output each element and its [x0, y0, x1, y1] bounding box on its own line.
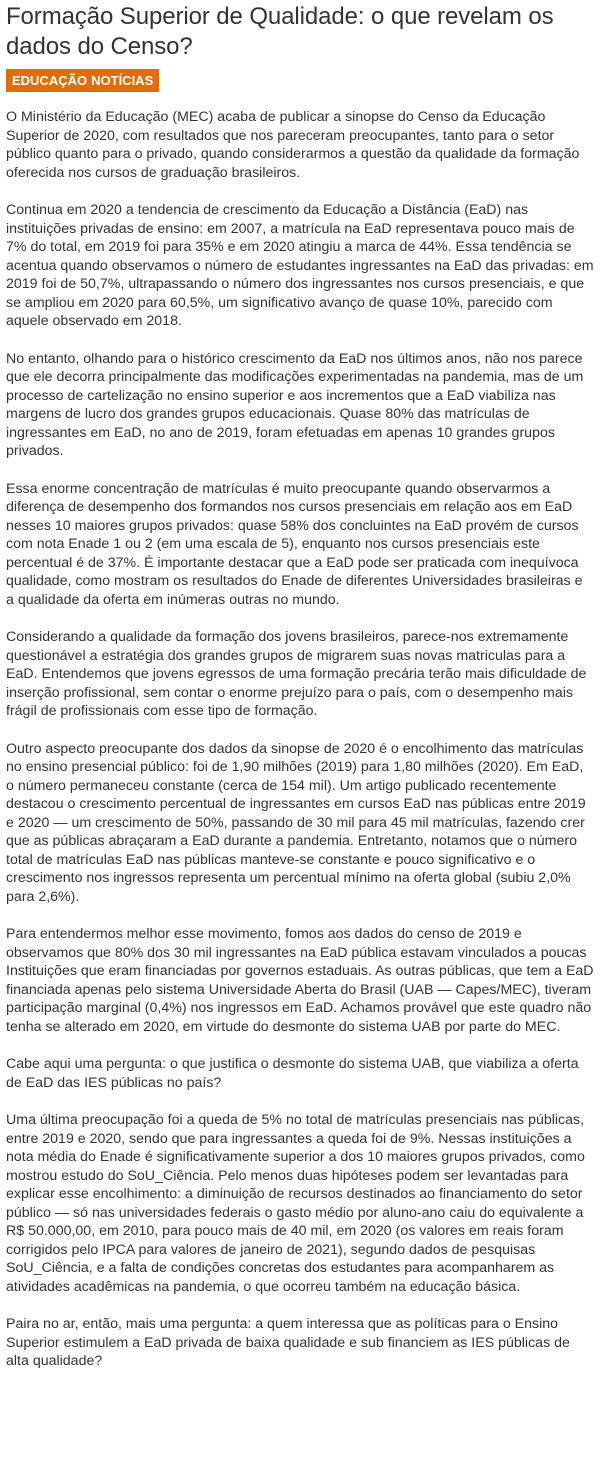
paragraph-10: Paira no ar, então, mais uma pergunta: a quem interessa que as políticas para o Ensino Superior estimulem a EaD privada de baixa qualidade e sub financiem as IES públicas de alta qualidade?	[6, 1316, 570, 1369]
category-tags	[6, 69, 159, 92]
paragraph-7: Para entendermos melhor esse movimento, fomos aos dados do censo de 2019 e observamos que 80% dos 30 mil ingressantes na EaD pública estavam vinculados a poucas Instituições que eram financiadas por governos estaduais. As outras públicas, que tem a EaD financiada apenas pelo sistema Universidade Aberta do Brasil (UAB — Capes/MEC), tiveram participação marginal (0,4%) nos ingressos em EaD. Achamos provável que este quadro não tenha se alterado em 2020, em virtude do desmonte do sistema UAB por parte do MEC.	[6, 926, 594, 1035]
paragraph-6: Outro aspecto preocupante dos dados da sinopse de 2020 é o encolhimento das matrículas no ensino presencial público: foi de 1,90 milhões (2019) para 1,80 milhões (2020). Em EaD, o número permaneceu constante (cerca de 154 mil). Um artigo publicado recentemente destacou o crescimento percentual de ingressantes em cursos EaD nas públicas entre 2019 e 2020 — um crescimento de 50%, passando de 30 mil para 45 mil matrículas, fazendo crer que as públicas abraçaram a EaD durante a pandemia. Entretanto, notamos que o número total de matrículas EaD nas públicas manteve-se constante e pouco significativo e o crescimento nos ingressos representa um percentual mínimo na oferta global (subiu 2,0% para 2,6%).	[6, 740, 586, 905]
article-body	[6, 108, 594, 1371]
paragraph-5: Considerando a qualidade da formação dos jovens brasileiros, parece-nos extremamente questionável a estratégia dos grandes grupos de migrarem suas novas matriculas para a EaD. Entendemos que jovens egressos de uma formação precária terão mais dificuldade de inserção profissional, sem contar o enorme prejuízo para o país, com o desempenho mais frágil de profissionais com esse tipo de formação.	[6, 629, 587, 719]
tag-noticias[interactable]: NOTÍCIAS	[91, 73, 154, 88]
paragraph-9: Uma última preocupação foi a queda de 5% no total de matrículas presenciais nas públicas, entre 2019 e 2020, sendo que para ingressantes a queda foi de 9%. Nessas instituições a nota média do Enade é significativamente superior a dos 10 maiores grupos privados, como mostrou estudo do SoU_Ciência. Pelo menos duas hipóteses podem ser levantadas para explicar esse encolhimento: a diminuição de recursos destinados ao financiamento do setor público — só nas universidades federais o gasto médio por aluno-ano caiu do equivalente a R$ 50.000,00, em 2010, para pouco mais de 40 mil, em 2020 (os valores em reais foram corrigidos pelo IPCA para valores de janeiro de 2021), segundo dados de pesquisas SoU_Ciência, e a falta de condições concretas dos estudantes para acompanharem as atividades acadêmicas na pandemia, o que ocorreu também na educação básica.	[6, 1112, 585, 1295]
article-title: Formação Superior de Qualidade: o que revelam os dados do Censo?	[6, 3, 554, 60]
paragraph-1: O Ministério da Educação (MEC) acaba de publicar a sinopse do Censo da Educação Superior de 2020, com resultados que nos pareceram preocupantes, tanto para o setor público quanto para o privado, quando considerarmos a questão da qualidade da formação oferecida nos cursos de graduação brasileiros.	[6, 109, 580, 181]
paragraph-3: No entanto, olhando para o histórico crescimento da EaD nos últimos anos, não nos parece que ele decorra principalmente das modificações experimentadas na pandemia, mas de um processo de cartelização no ensino superior e aos incrementos que a EaD viabiliza nas margens de lucro dos grandes grupos educacionais. Quase 80% das matrículas de ingressantes em EaD, no ano de 2019, foram efetuadas em apenas 10 grandes grupos privados.	[6, 350, 584, 459]
paragraph-8: Cabe aqui uma pergunta: o que justifica o desmonte do sistema UAB, que viabiliza a oferta de EaD das IES públicas no país?	[6, 1056, 579, 1091]
tag-educacao[interactable]: EDUCAÇÃO	[12, 73, 88, 88]
paragraph-2: Continua em 2020 a tendencia de crescimento da Educação a Distância (EaD) nas instituições privadas de ensino: em 2007, a matrícula na EaD representava pouco mais de 7% do total, em 2019 foi para 35% e em 2020 atingiu a marca de 44%. Essa tendência se acentua quando observamos o número de estudantes ingressantes na EaD das privadas: em 2019 foi de 50,7%, ultrapassando o número dos ingressantes nos cursos presenciais, e que se ampliou em 2020 para 60,5%, um significativo avanço de quase 10%, parecido com aquele observado em 2018.	[6, 202, 594, 329]
paragraph-4: Essa enorme concentração de matrículas é muito preocupante quando observarmos a diferença de desempenho dos formandos nos cursos presenciais em relação aos em EaD nesses 10 maiores grupos privados: quase 58% dos concluintes na EaD provém de cursos com nota Enade 1 ou 2 (em uma escala de 5), enquanto nos cursos presenciais este percentual é de 37%. É importante destacar que a EaD pode ser praticada com inequívoca qualidade, como mostram os resultados do Enade de diferentes Universidades brasileiras e a qualidade da oferta em inúmeras outras no mundo.	[6, 480, 583, 608]
